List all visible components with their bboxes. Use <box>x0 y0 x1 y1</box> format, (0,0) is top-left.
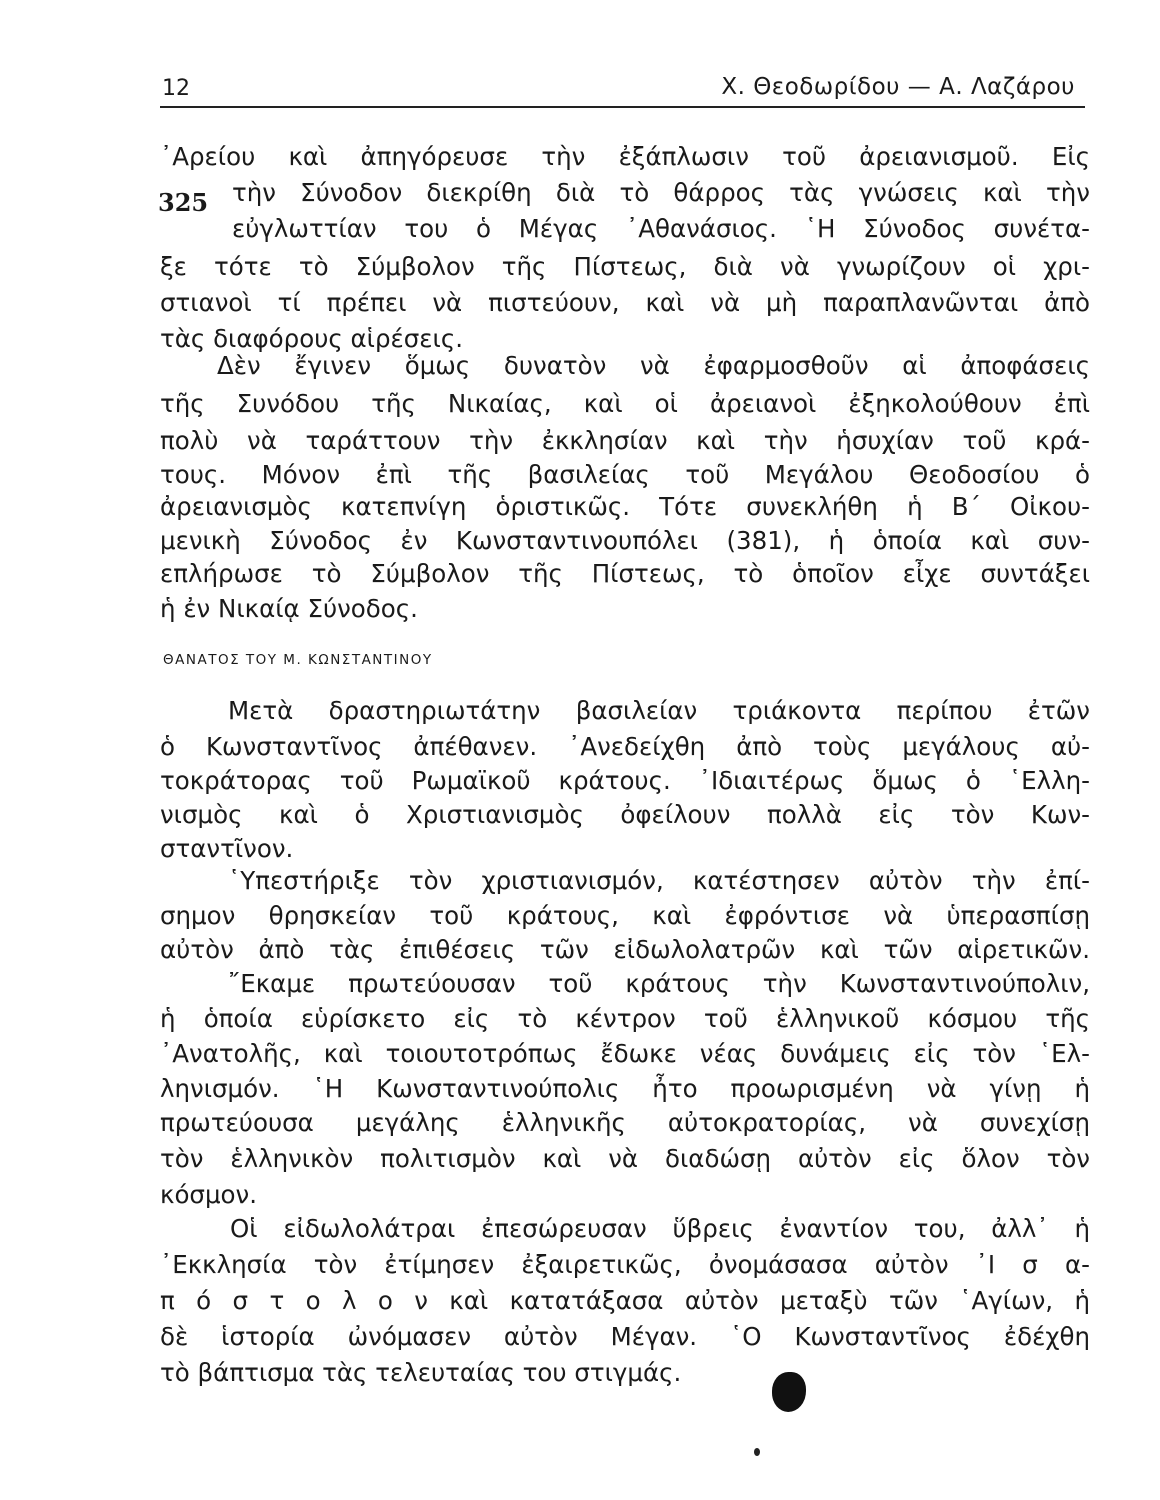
page-header <box>160 70 1085 108</box>
text-line: σημον θρησκείαν τοῦ κράτους, καὶ ἐφρόντισε νὰ ὑπερασπίσῃ <box>160 901 1090 930</box>
text-line: Μετὰ δραστηριωτάτην βασιλείαν τριάκοντα περίπου ἐτῶν <box>228 696 1090 725</box>
section-heading: ΘΑΝΑΤΟΣ ΤΟΥ Μ. ΚΩΝΣΤΑΝΤΙΝΟΥ <box>163 652 433 668</box>
text-line: πολὺ νὰ ταράττουν τὴν ἐκκλησίαν καὶ τὴν ἡσυχίαν τοῦ κρά- <box>160 426 1090 455</box>
text-line: νισμὸς καὶ ὁ Χριστιανισμὸς ὀφείλουν πολλὰ εἰς τὸν Κων- <box>160 800 1090 829</box>
text-line: στιανοὶ τί πρέπει νὰ πιστεύουν, καὶ νὰ μὴ παραπλανῶνται ἀπὸ <box>160 288 1090 317</box>
page-number: 12 <box>162 76 190 101</box>
text-line: πρωτεύουσα μεγάλης ἑλληνικῆς αὐτοκρατορίας, νὰ συνεχίσῃ <box>160 1108 1090 1137</box>
running-title: Χ. Θεοδωρίδου — Α. Λαζάρου <box>721 74 1075 100</box>
text-line: τὸν ἑλληνικὸν πολιτισμὸν καὶ νὰ διαδώσῃ αὐτὸν εἰς ὅλον τὸν <box>160 1144 1090 1173</box>
text-line: αὐτὸν ἀπὸ τὰς ἐπιθέσεις τῶν εἰδωλολατρῶν καὶ τῶν αἱρετικῶν. <box>160 935 1090 964</box>
ink-blot <box>772 1372 806 1412</box>
text-line: κόσμον. <box>160 1180 258 1209</box>
text-line: τους. Μόνον ἐπὶ τῆς βασιλείας τοῦ Μεγάλου Θεοδοσίου ὁ <box>160 460 1090 489</box>
text-line: Δὲν ἔγινεν ὅμως δυνατὸν νὰ ἐφαρμοσθοῦν αἱ ἀποφάσεις <box>217 351 1090 380</box>
text-line: ῎Εκαμε πρωτεύουσαν τοῦ κράτους τὴν Κωνσταντινούπολιν, <box>228 969 1090 998</box>
text-line: εὐγλωττίαν του ὁ Μέγας ᾿Αθανάσιος. ῾Η Σύνοδος συνέτα- <box>232 214 1090 243</box>
text-line: ἀρειανισμὸς κατεπνίγη ὁριστικῶς. Τότε συνεκλήθη ἡ Β΄ Οἰκου- <box>160 492 1090 521</box>
text-line: Οἱ εἰδωλολάτραι ἐπεσώρευσαν ὕβρεις ἐναντίον του, ἀλλ᾿ ἡ <box>230 1214 1090 1243</box>
text-line: μενικὴ Σύνοδος ἐν Κωνσταντινουπόλει (381), ἡ ὁποία καὶ συν- <box>160 526 1090 555</box>
text-line: ὁ Κωνσταντῖνος ἀπέθανεν. ᾿Ανεδείχθη ἀπὸ τοὺς μεγάλους αὐ- <box>160 732 1090 761</box>
margin-year-note: 325 <box>158 188 209 217</box>
text-line: τὴν Σύνοδον διεκρίθη διὰ τὸ θάρρος τὰς γνώσεις καὶ τὴν <box>232 178 1090 207</box>
text-line: π ό σ τ ο λ ο ν καὶ κατατάξασα αὐτὸν μεταξὺ τῶν ῾Αγίων, ἡ <box>160 1286 1090 1315</box>
text-line: τῆς Συνόδου τῆς Νικαίας, καὶ οἱ ἀρειανοὶ ἐξηκολούθουν ἐπὶ <box>160 389 1090 418</box>
text-line: ᾿Αρείου καὶ ἀπηγόρευσε τὴν ἐξάπλωσιν τοῦ ἀρειανισμοῦ. Εἰς <box>160 142 1090 171</box>
ink-dot <box>754 1448 760 1456</box>
text-line: τὰς διαφόρους αἱρέσεις. <box>160 324 463 353</box>
text-line: ἡ ἐν Νικαίᾳ Σύνοδος. <box>160 594 418 623</box>
text-line: ἡ ὁποία εὑρίσκετο εἰς τὸ κέντρον τοῦ ἑλληνικοῦ κόσμου τῆς <box>160 1004 1090 1033</box>
text-line: επλήρωσε τὸ Σύμβολον τῆς Πίστεως, τὸ ὁποῖον εἶχε συντάξει <box>160 559 1090 588</box>
text-line: ληνισμόν. ῾Η Κωνσταντινούπολις ἦτο προωρισμένη νὰ γίνῃ ἡ <box>160 1074 1090 1103</box>
text-line: ξε τότε τὸ Σύμβολον τῆς Πίστεως, διὰ νὰ γνωρίζουν οἱ χρι- <box>160 252 1090 281</box>
text-line: ᾿Ανατολῆς, καὶ τοιουτοτρόπως ἔδωκε νέας δυνάμεις εἰς τὸν ῾Ελ- <box>160 1039 1090 1068</box>
text-line: τὸ βάπτισμα τὰς τελευταίας του στιγμάς. <box>160 1358 682 1387</box>
text-line: ῾Υπεστήριξε τὸν χριστιανισμόν, κατέστησεν αὐτὸν τὴν ἐπί- <box>228 866 1090 895</box>
text-line: δὲ ἱστορία ὠνόμασεν αὐτὸν Μέγαν. ῾Ο Κωνσταντῖνος ἐδέχθη <box>160 1322 1090 1351</box>
text-line: σταντῖνον. <box>160 834 294 863</box>
text-line: τοκράτορας τοῦ Ρωμαϊκοῦ κράτους. ᾿Ιδιαιτέρως ὅμως ὁ ῾Ελλη- <box>160 766 1090 795</box>
text-line: ᾿Εκκλησία τὸν ἐτίμησεν ἐξαιρετικῶς, ὀνομάσασα αὐτὸν ᾿Ι σ α- <box>160 1250 1090 1279</box>
